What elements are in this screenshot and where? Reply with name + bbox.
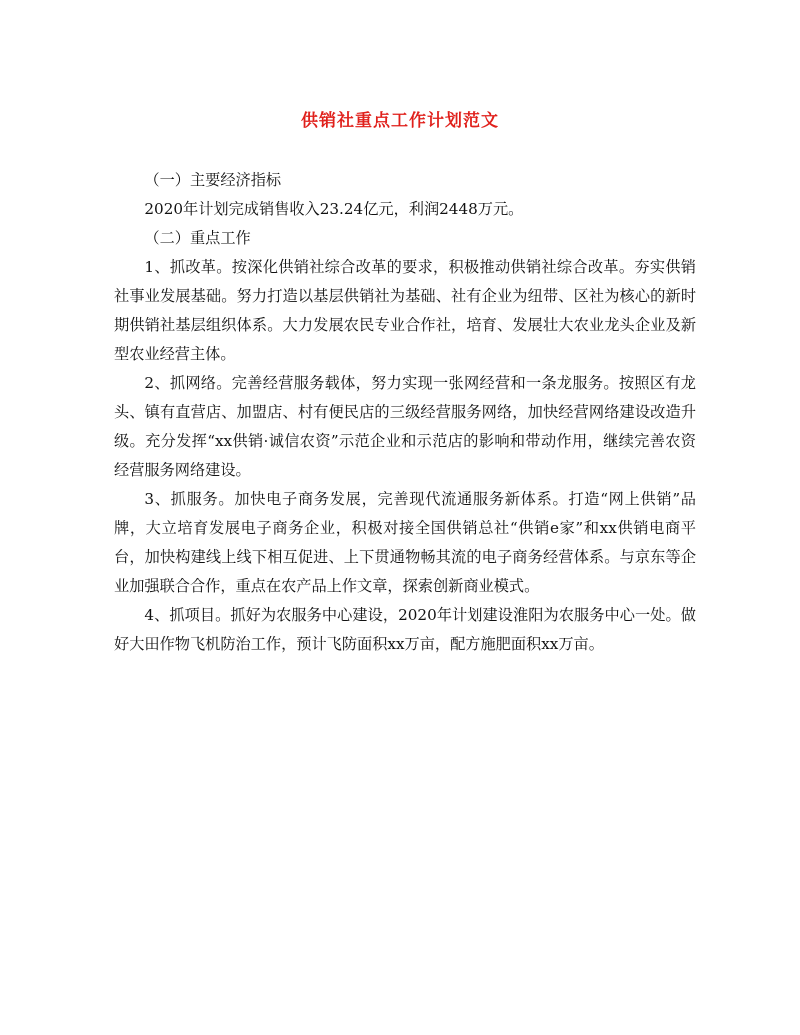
paragraph-network: 2、抓网络。完善经营服务载体，努力实现一张网经营和一条龙服务。按照区有龙头、镇有直营店、加盟店、村有便民店的三级经营服务网络，加快经营网络建设改造升级。充分发挥“xx供销·诚信农资”示范企业和示范店的影响和带动作用，继续完善农资经营服务网络建设。 <box>114 374 696 479</box>
paragraph-reform: 1、抓改革。按深化供销社综合改革的要求，积极推动供销社综合改革。夯实供销社事业发展基础。努力打造以基层供销社为基础、社有企业为纽带、区社为核心的新时期供销社基层组织体系。大力发展农民专业合作社，培育、发展壮大农业龙头企业及新型农业经营主体。 <box>114 258 696 363</box>
document-body <box>114 166 696 659</box>
section-heading-economic-indicators: （一）主要经济指标 <box>144 171 282 189</box>
paragraph-service: 3、抓服务。加快电子商务发展，完善现代流通服务新体系。打造“网上供销”品牌，大立培育发展电子商务企业，积极对接全国供销总社“供销e家”和xx供销电商平台，加快构建线上线下相互促进、上下贯通物畅其流的电子商务经营体系。与京东等企业加强联合合作，重点在农产品上作文章，探索创新商业模式。 <box>114 490 696 595</box>
paragraph-sales-target: 2020年计划完成销售收入23.24亿元，利润2448万元。 <box>144 200 524 218</box>
section-heading-key-work: （二）重点工作 <box>144 229 251 247</box>
paragraph-project: 4、抓项目。抓好为农服务中心建设，2020年计划建设淮阳为农服务中心一处。做好大田作物飞机防治工作，预计飞防面积xx万亩，配方施肥面积xx万亩。 <box>114 606 696 653</box>
document-title: 供销社重点工作计划范文 <box>301 111 499 131</box>
